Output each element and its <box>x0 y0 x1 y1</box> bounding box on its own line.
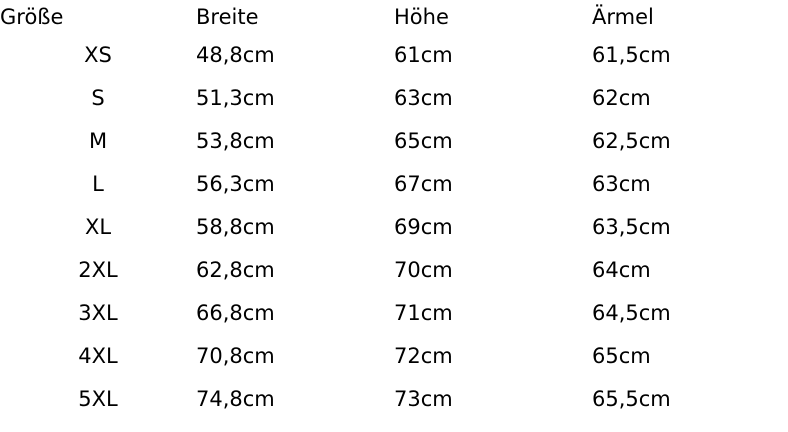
cell-width: 62,8cm <box>196 258 275 282</box>
column-header-height: Höhe <box>394 4 449 29</box>
table-row <box>0 206 788 249</box>
cell-sleeve: 63cm <box>592 172 651 196</box>
cell-height: 73cm <box>394 387 453 411</box>
cell-width: 48,8cm <box>196 43 275 67</box>
cell-width: 53,8cm <box>196 129 275 153</box>
cell-width: 74,8cm <box>196 387 275 411</box>
cell-sleeve: 65cm <box>592 344 651 368</box>
cell-size: 2XL <box>78 258 118 282</box>
table-body <box>0 34 788 421</box>
column-header-sleeve: Ärmel <box>592 4 654 29</box>
cell-size: 3XL <box>78 301 118 325</box>
column-header-width: Breite <box>196 4 259 29</box>
cell-height: 69cm <box>394 215 453 239</box>
column-header-size: Größe <box>0 4 64 29</box>
cell-width: 58,8cm <box>196 215 275 239</box>
cell-size: 5XL <box>78 387 118 411</box>
table-row <box>0 163 788 206</box>
cell-sleeve: 62cm <box>592 86 651 110</box>
cell-sleeve: 63,5cm <box>592 215 671 239</box>
cell-sleeve: 65,5cm <box>592 387 671 411</box>
cell-height: 72cm <box>394 344 453 368</box>
cell-sleeve: 61,5cm <box>592 43 671 67</box>
cell-size: M <box>88 129 108 153</box>
table-row <box>0 378 788 421</box>
cell-height: 61cm <box>394 43 453 67</box>
cell-size: S <box>91 86 105 110</box>
cell-width: 66,8cm <box>196 301 275 325</box>
cell-width: 56,3cm <box>196 172 275 196</box>
table-header-row <box>0 0 788 34</box>
cell-size: 4XL <box>78 344 118 368</box>
table-header <box>0 0 788 34</box>
cell-size: L <box>92 172 104 196</box>
cell-size: XS <box>84 43 112 67</box>
cell-width: 70,8cm <box>196 344 275 368</box>
cell-height: 67cm <box>394 172 453 196</box>
cell-height: 71cm <box>394 301 453 325</box>
cell-height: 70cm <box>394 258 453 282</box>
cell-height: 65cm <box>394 129 453 153</box>
table-row <box>0 120 788 163</box>
cell-sleeve: 64cm <box>592 258 651 282</box>
table-row <box>0 249 788 292</box>
table-row <box>0 77 788 120</box>
table-row <box>0 335 788 378</box>
table-row <box>0 292 788 335</box>
cell-size: XL <box>84 215 112 239</box>
cell-sleeve: 62,5cm <box>592 129 671 153</box>
cell-height: 63cm <box>394 86 453 110</box>
cell-width: 51,3cm <box>196 86 275 110</box>
table-row <box>0 34 788 77</box>
cell-sleeve: 64,5cm <box>592 301 671 325</box>
